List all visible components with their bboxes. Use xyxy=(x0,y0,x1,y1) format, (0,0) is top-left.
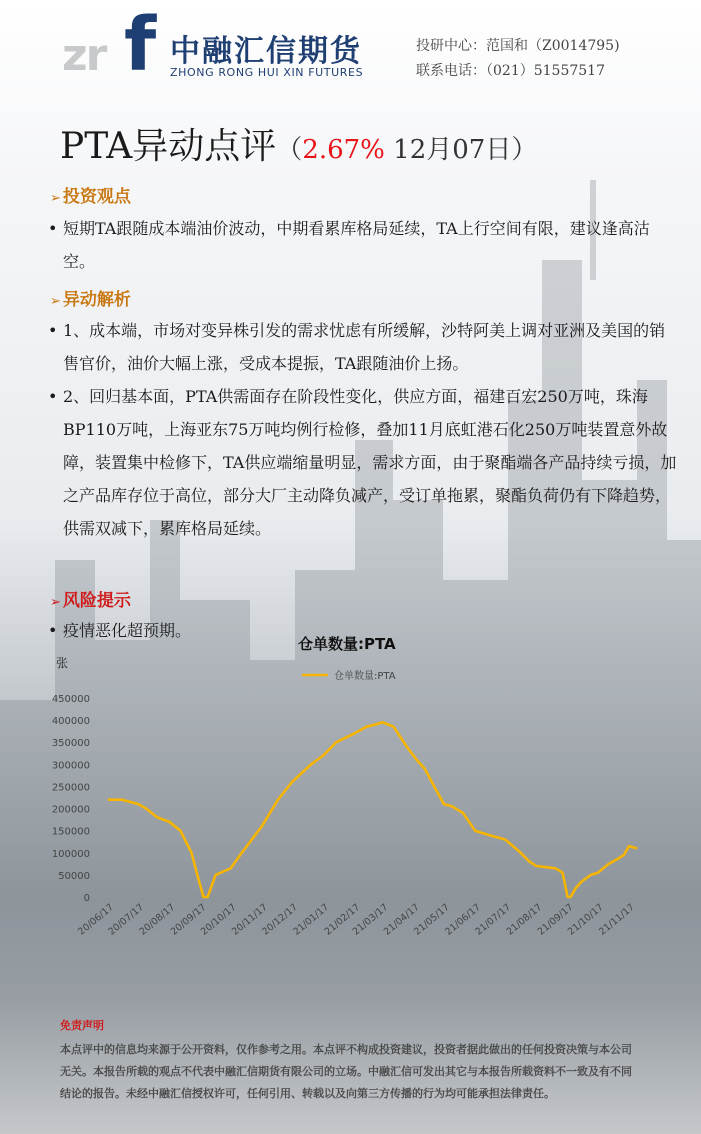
researcher-contact: 投研中心：范国和（Z0014795) xyxy=(416,38,620,54)
section-heading-view xyxy=(50,182,131,207)
contact-info xyxy=(416,34,620,84)
y-tick-label: 0 xyxy=(83,893,90,904)
warehouse-receipts-line-chart xyxy=(0,660,701,960)
x-tick-label: 20/06/17 xyxy=(76,901,116,938)
arrow-bullet-icon: ➢ xyxy=(50,191,61,206)
x-tick-label: 20/11/17 xyxy=(230,901,270,938)
x-tick-label: 20/12/17 xyxy=(260,901,300,938)
risk-item-text: 疫情恶化超预期。 xyxy=(63,621,192,640)
logo-zr-mark: zr xyxy=(62,30,106,81)
x-tick-label: 21/04/17 xyxy=(381,901,422,938)
analysis-paragraph-2 xyxy=(48,380,678,545)
y-tick-label: 250000 xyxy=(51,782,90,794)
y-axis-ticks xyxy=(52,694,90,904)
x-tick-label: 21/10/17 xyxy=(565,901,606,938)
y-tick-label: 300000 xyxy=(51,760,90,772)
phone-contact: 联系电话：（021）51557517 xyxy=(416,63,605,79)
company-logo xyxy=(62,2,382,88)
page-title xyxy=(60,118,537,169)
title-date: 12月07日） xyxy=(384,135,538,165)
section-heading-risk-label: 风险提示 xyxy=(62,591,131,611)
bullet-dot-icon: • xyxy=(48,219,58,238)
section-heading-analysis-label: 异动解析 xyxy=(62,290,131,310)
analysis-item-text: 1、成本端，市场对变异株引发的需求忧虑有所缓解，沙特阿美上调对亚洲及美国的销售官价，油价大幅上涨，受成本提振，TA跟随油价上扬。 xyxy=(63,321,666,373)
view-paragraph xyxy=(48,212,678,278)
x-tick-label: 21/09/17 xyxy=(535,901,576,938)
x-tick-label: 20/10/17 xyxy=(198,901,239,938)
y-tick-label: 400000 xyxy=(51,716,90,728)
chart-title: 仓单数量:PTA xyxy=(298,635,396,653)
section-heading-risk xyxy=(50,586,131,611)
disclaimer-title: 免责声明 xyxy=(60,1019,104,1032)
x-tick-label: 21/02/17 xyxy=(322,901,363,938)
y-tick-label: 450000 xyxy=(51,694,90,705)
analysis-item-text: 2、回归基本面，PTA供需面存在阶段性变化，供应方面，福建百宏250万吨，珠海BP110万吨，上海亚东75万吨均例行检修，叠加11月底虹港石化250万吨装置意外故障，装置集中检修下，TA供应端缩量明显，需求方面，由于聚酯端各产品持续亏损，加之产品库存位于高位，部分大厂主动降负减产，受订单拖累，聚酯负荷仍有下降趋势，供需双减下，累库格局延续。 xyxy=(63,387,677,538)
bullet-dot-icon: • xyxy=(48,621,58,640)
section-heading-view-label: 投资观点 xyxy=(62,187,131,207)
y-tick-label: 100000 xyxy=(51,848,90,860)
chart-y-unit-label: 张 xyxy=(56,656,69,670)
y-tick-label: 200000 xyxy=(51,804,90,816)
y-tick-label: 150000 xyxy=(51,826,90,838)
x-tick-label: 20/07/17 xyxy=(106,901,147,938)
logo-chinese-name: 中融汇信期货 xyxy=(170,34,362,69)
x-tick-label: 21/08/17 xyxy=(504,901,545,938)
x-tick-label: 21/07/17 xyxy=(473,901,514,938)
x-tick-label: 20/08/17 xyxy=(137,901,178,938)
title-open-paren: （ xyxy=(276,135,303,165)
bullet-dot-icon: • xyxy=(48,387,58,406)
logo-f-mark: f xyxy=(124,2,157,88)
section-heading-analysis xyxy=(50,285,131,310)
y-tick-label: 50000 xyxy=(58,870,90,882)
x-tick-label: 21/03/17 xyxy=(350,901,391,938)
disclaimer-text: 本点评中的信息均来源于公开资料，仅作参考之用。本点评不构成投资建议，投资者据此做出的任何投资决策与本公司无关。本报告所载的观点不代表中融汇信期货有限公司的立场。中融汇信可发出其它与本报告所载资料不一致及有不同结论的报告。未经中融汇信授权许可，任何引用、转载以及向第三方传播的行为均可能承担法律责任。 xyxy=(60,1043,632,1100)
x-axis-ticks xyxy=(76,902,637,938)
x-tick-label: 21/06/17 xyxy=(443,901,483,938)
chart-legend xyxy=(302,669,396,682)
x-tick-label: 21/01/17 xyxy=(291,901,332,938)
bullet-dot-icon: • xyxy=(48,321,58,340)
x-tick-label: 21/05/17 xyxy=(412,901,452,938)
title-change-percent: 2.67% xyxy=(302,135,385,165)
legend-series-label: 仓单数量:PTA xyxy=(334,671,396,682)
analysis-paragraph-1 xyxy=(48,314,678,380)
y-tick-label: 350000 xyxy=(51,738,90,750)
x-tick-label: 20/09/17 xyxy=(168,901,209,938)
arrow-bullet-icon: ➢ xyxy=(50,294,61,309)
series-line-pta xyxy=(108,722,637,897)
logo-english-name: ZHONG RONG HUI XIN FUTURES xyxy=(170,66,364,79)
x-tick-label: 21/11/17 xyxy=(597,901,637,938)
arrow-bullet-icon: ➢ xyxy=(50,595,61,610)
view-item-text: 短期TA跟随成本端油价波动，中期看累库格局延续，TA上行空间有限，建议逢高沽空。 xyxy=(63,219,650,271)
title-main: PTA异动点评 xyxy=(60,126,277,167)
